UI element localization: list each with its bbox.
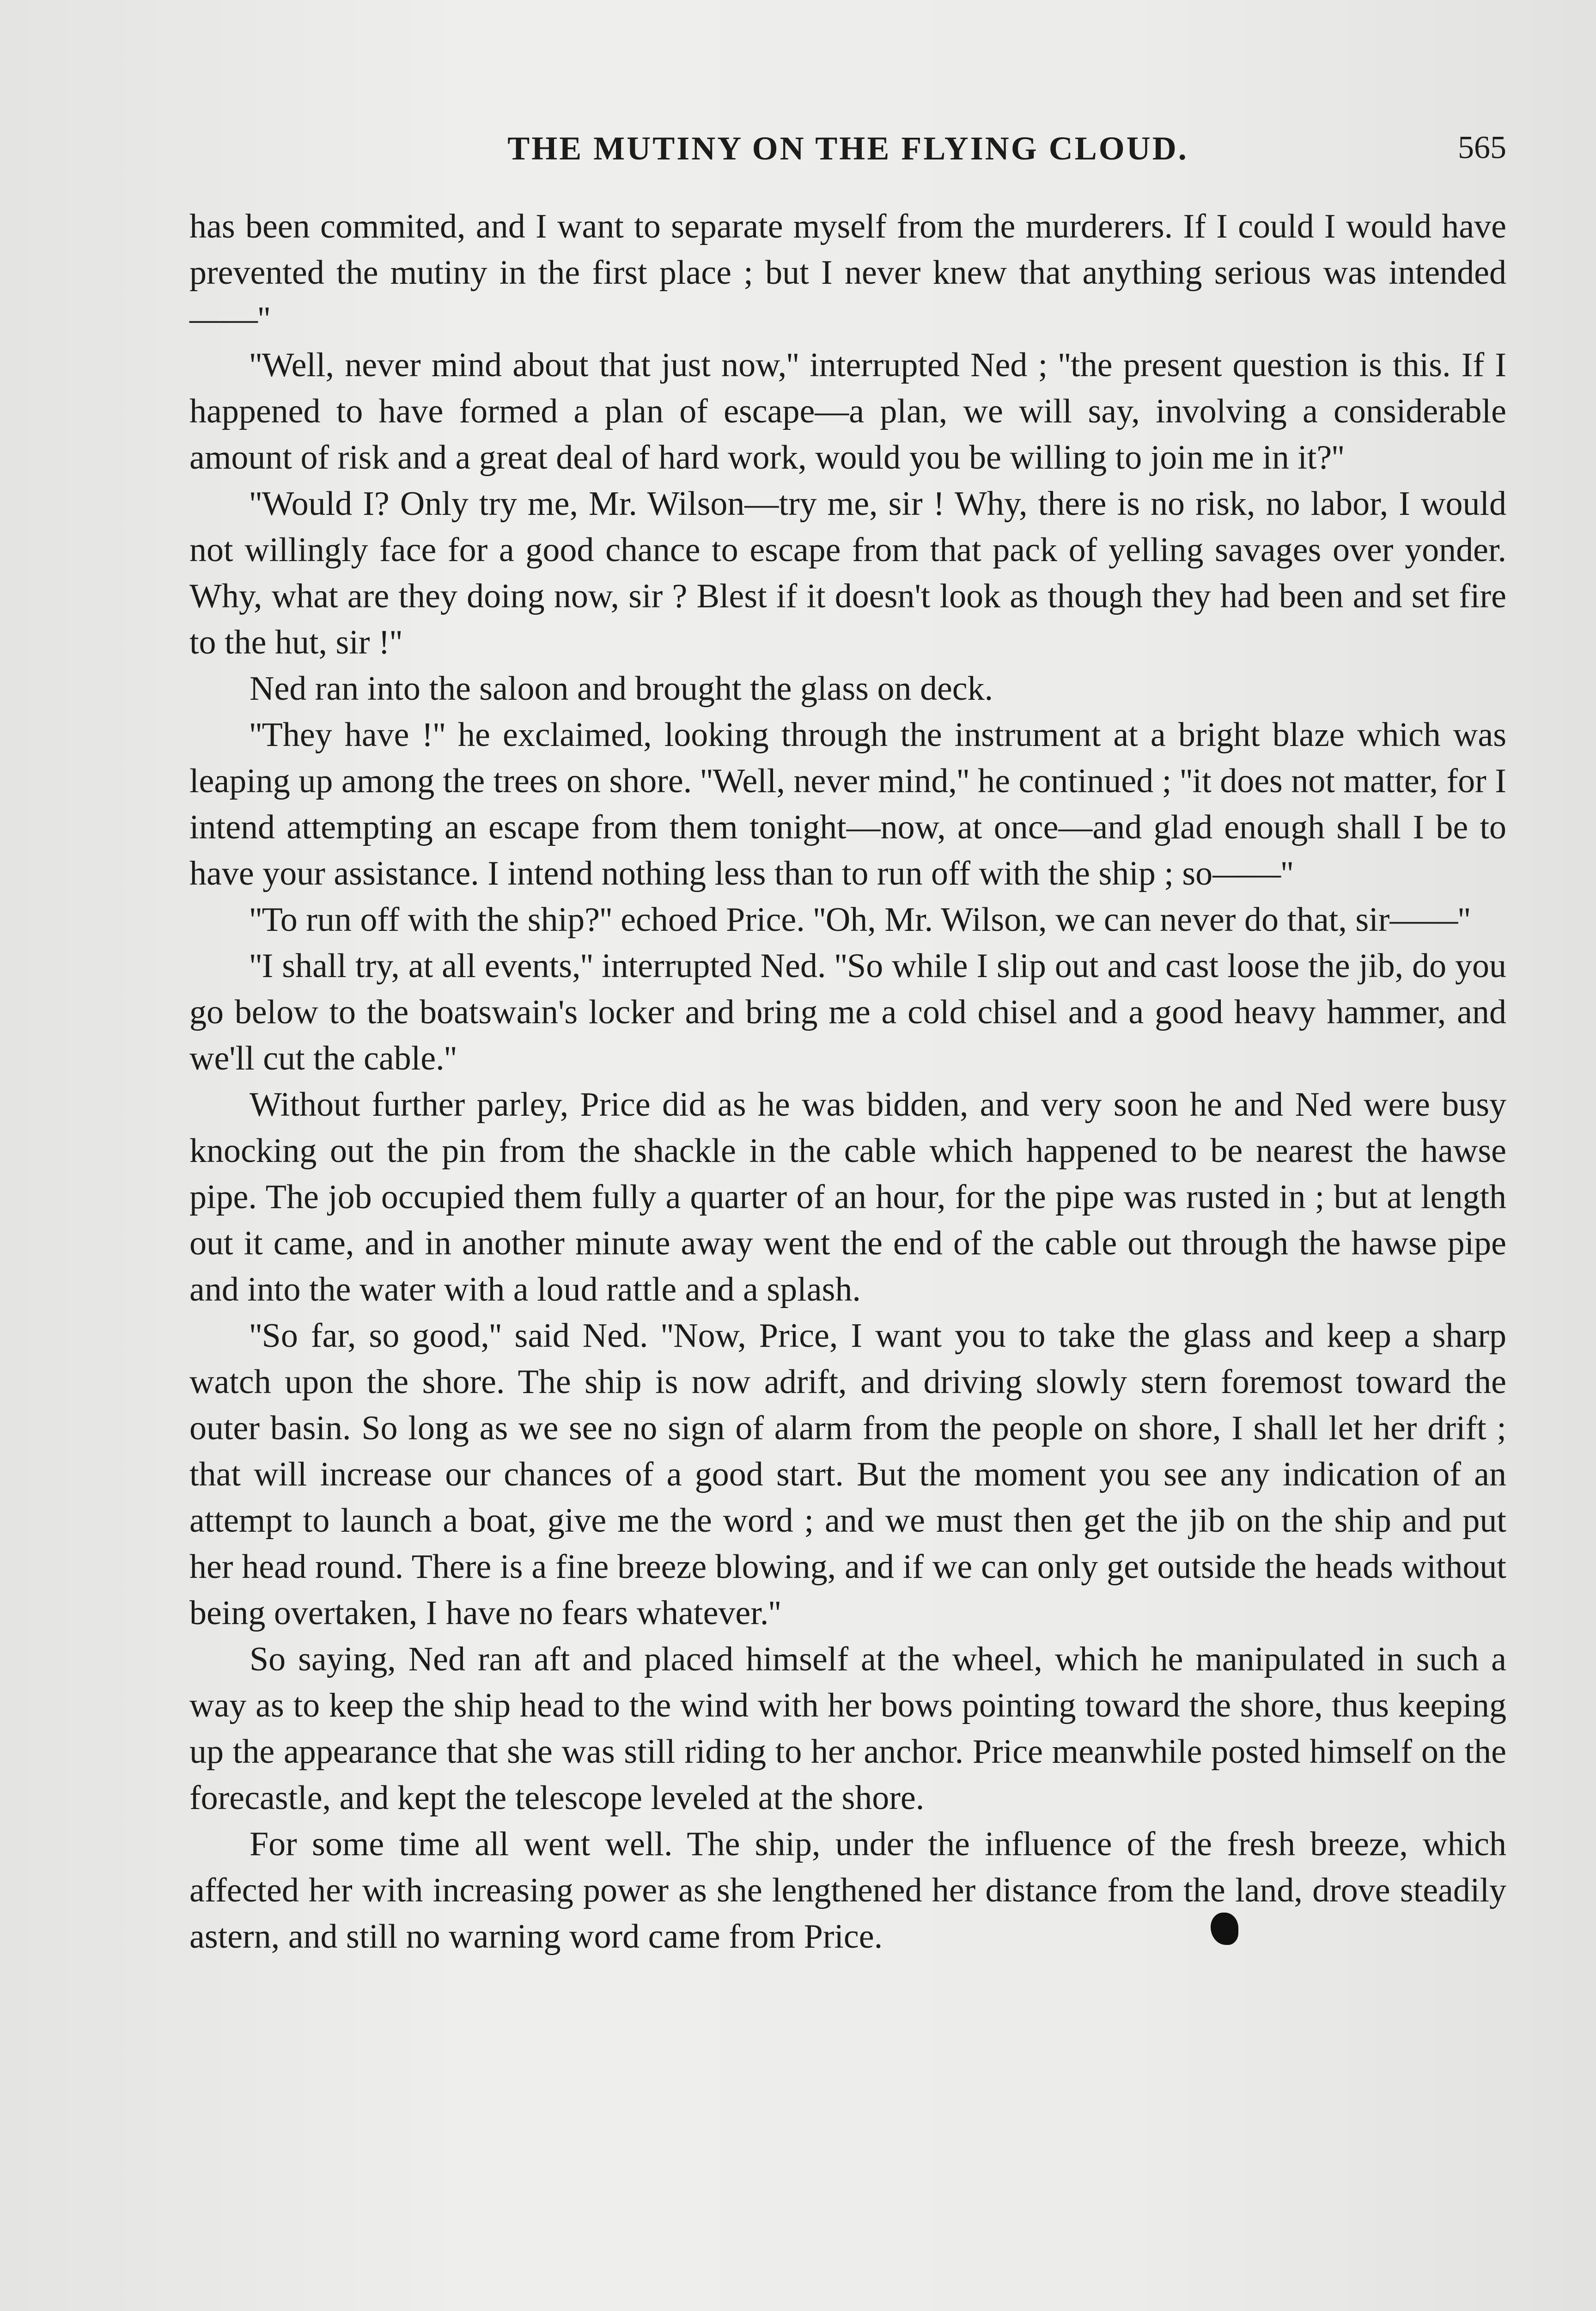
paragraph-1: has been commited, and I want to separate myself from the murderers. If I could I would have prevented the mutiny in the first place ; but I never knew that anything serious was intended——'' — [189, 208, 1506, 338]
running-title: THE MUTINY ON THE FLYING CLOUD. — [507, 130, 1188, 167]
paragraph-8: Without further parley, Price did as he was bidden, and very soon he and Ned were busy knocking out the pin from the shackle in the cable which happened to be nearest the hawse pipe. The job occupied them fully a quarter of an hour, for the pipe was rusted in ; but at length out it came, and in another minute away went the end of the cable out through the hawse pipe and into the water with a loud rattle and a splash. — [189, 1086, 1506, 1308]
paragraph-7: ''I shall try, at all events,'' interrupted Ned. ''So while I slip out and cast loose the jib, do you go below to the boatswain's locker and bring me a cold chisel and a good heavy hammer, and we'll cut the cable.'' — [189, 947, 1506, 1077]
paragraph-6: ''To run off with the ship?'' echoed Price. ''Oh, Mr. Wilson, we can never do that, sir——'' — [250, 901, 1471, 939]
paragraph-11: For some time all went well. The ship, under the influence of the fresh breeze, which affected her with increasing power as she lengthened her distance from the land, drove steadily astern, and still no warning word came from Price. — [189, 1825, 1506, 1956]
page-header — [189, 125, 1506, 176]
paragraph-5: ''They have !'' he exclaimed, looking through the instrument at a bright blaze which was leaping up among the trees on shore. ''Well, never mind,'' he continued ; ''it does not matter, for I intend attempting an escape from them tonight—now, at once—and glad enough shall I be to have your assistance. I intend nothing less than to run off with the ship ; so——'' — [189, 716, 1506, 893]
paragraph-4: Ned ran into the saloon and brought the glass on deck. — [250, 670, 993, 708]
page-body — [189, 203, 1506, 1960]
page-number: 565 — [1458, 130, 1506, 165]
paragraph-10: So saying, Ned ran aft and placed himself at the wheel, which he manipulated in such a way as to keep the ship head to the wind with her bows pointing toward the shore, thus keeping up the appearance that she was still riding to her anchor. Price meanwhile posted himself on the forecastle, and kept the telescope leveled at the shore. — [189, 1640, 1506, 1817]
paragraph-2: ''Well, never mind about that just now,'' interrupted Ned ; ''the present question is this. If I happened to have formed a plan of escape—a plan, we will say, involving a considerable amount of risk and a great deal of hard work, would you be willing to join me in it?'' — [189, 346, 1506, 477]
paragraph-3: ''Would I? Only try me, Mr. Wilson—try me, sir ! Why, there is no risk, no labor, I would not willingly face for a good chance to escape from that pack of yelling savages over yonder. Why, what are they doing now, sir ? Blest if it doesn't look as though they had been and set fire to the hut, sir !'' — [189, 485, 1506, 661]
paragraph-9: ''So far, so good,'' said Ned. ''Now, Price, I want you to take the glass and keep a sharp watch upon the shore. The ship is now adrift, and driving slowly stern foremost toward the outer basin. So long as we see no sign of alarm from the people on shore, I shall let her drift ; that will increase our chances of a good start. But the moment you see any indication of an attempt to launch a boat, give me the word ; and we must then get the jib on the ship and put her head round. There is a fine breeze blowing, and if we can only get outside the heads without being overtaken, I have no fears whatever.'' — [189, 1317, 1506, 1632]
